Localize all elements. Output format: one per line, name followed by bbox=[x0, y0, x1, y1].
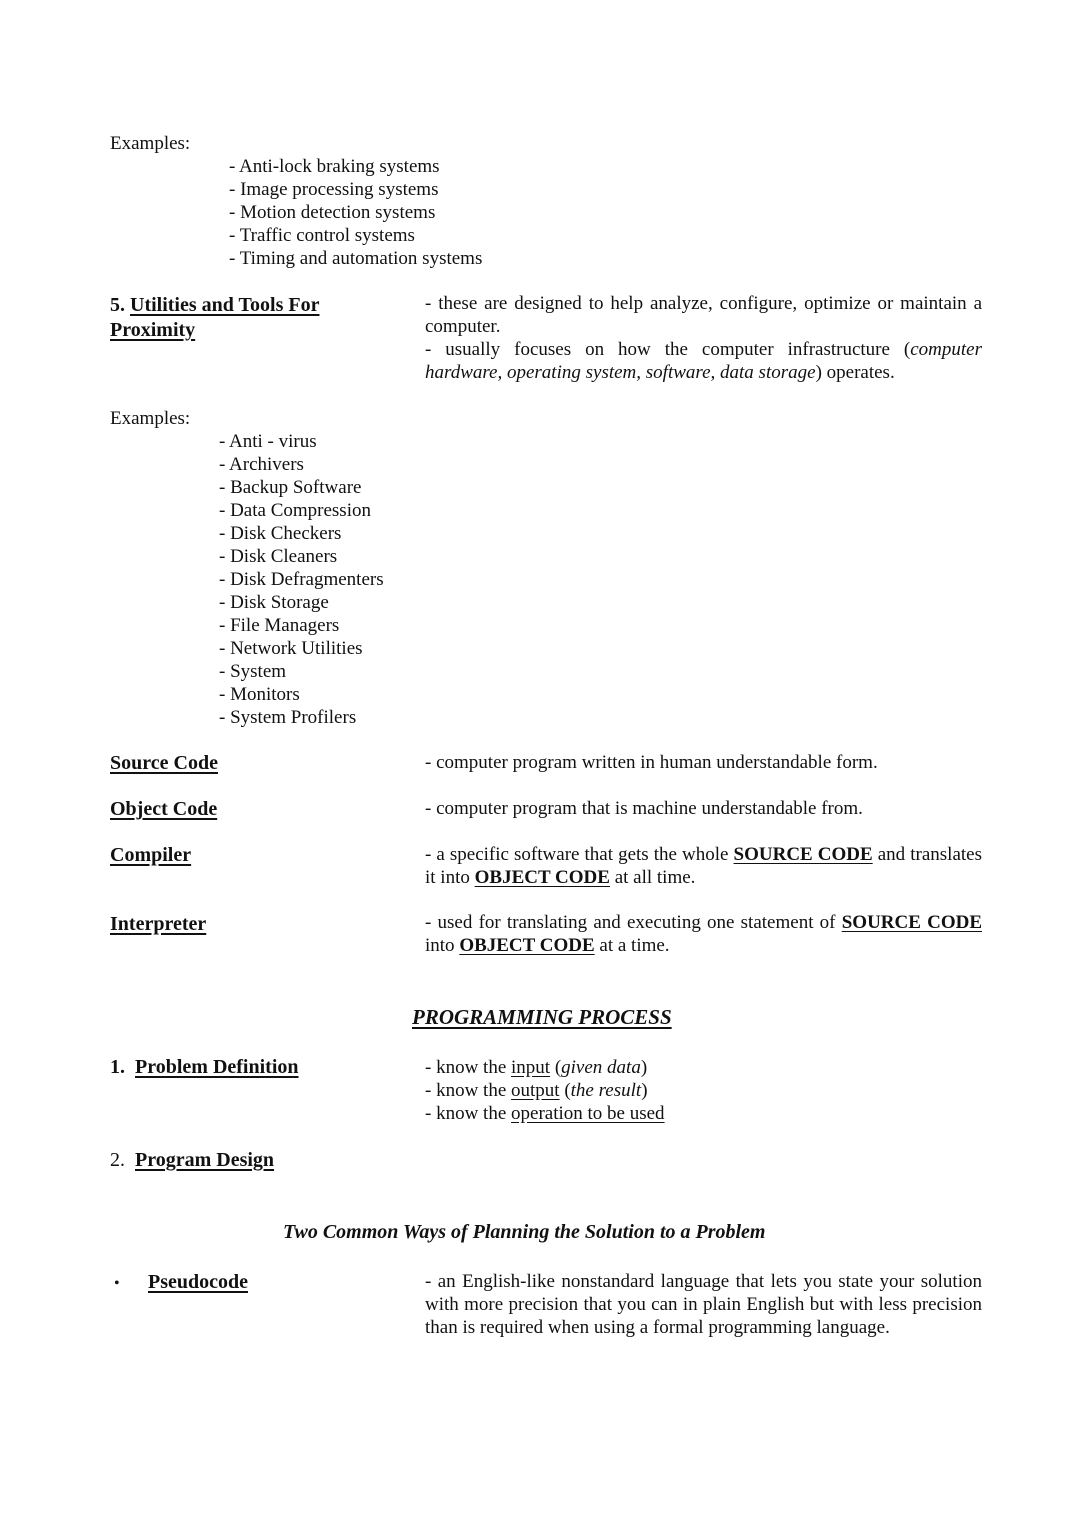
utilities-number: 5. bbox=[110, 294, 125, 316]
list-item: - Network Utilities bbox=[219, 638, 363, 659]
examples-label-1: Examples: bbox=[110, 133, 191, 154]
program-design-heading: 2. Program Design bbox=[110, 1149, 275, 1171]
list-item: - System bbox=[219, 661, 287, 682]
list-item: - Disk Defragmenters bbox=[219, 569, 384, 590]
list-item: - Monitors bbox=[219, 684, 300, 705]
list-item: - Archivers bbox=[219, 454, 304, 475]
list-item: - Anti - virus bbox=[219, 431, 317, 452]
list-item: - know the input (given data) bbox=[425, 1057, 648, 1078]
utilities-description bbox=[425, 292, 982, 384]
list-item: - Backup Software bbox=[219, 477, 362, 498]
list-item: - System Profilers bbox=[219, 707, 357, 728]
bullet-icon: • bbox=[114, 1275, 120, 1292]
examples-label-2: Examples: bbox=[110, 408, 191, 429]
list-item: - File Managers bbox=[219, 615, 340, 636]
problem-definition-heading: 1. Problem Definition bbox=[110, 1056, 299, 1078]
list-item: - Traffic control systems bbox=[229, 225, 415, 246]
utilities-desc-1: - these are designed to help analyze, configure, optimize or maintain a computer. bbox=[425, 293, 982, 337]
term-interpreter: Interpreter bbox=[110, 913, 207, 935]
utilities-heading bbox=[110, 293, 410, 343]
list-item: - Image processing systems bbox=[229, 179, 439, 200]
list-item: - Data Compression bbox=[219, 500, 371, 521]
examples-list-2 bbox=[219, 430, 384, 729]
utilities-desc-2: - usually focuses on how the computer infrastructure (computer hardware, operating system, software, data storage) operates. bbox=[425, 339, 982, 383]
term-pseudocode: Pseudocode bbox=[148, 1271, 248, 1293]
programming-process-title: PROGRAMMING PROCESS bbox=[412, 1005, 672, 1029]
list-item: - know the operation to be used bbox=[425, 1103, 665, 1124]
term-compiler: Compiler bbox=[110, 844, 192, 866]
list-item: - Timing and automation systems bbox=[229, 248, 483, 269]
problem-definition-list bbox=[425, 1056, 982, 1125]
term-source-code: Source Code bbox=[110, 752, 218, 774]
utilities-title-line2: Proximity bbox=[110, 319, 196, 341]
def-interpreter: - used for translating and executing one statement of SOURCE CODE into OBJECT CODE at a time. bbox=[425, 912, 982, 956]
list-item: - know the output (the result) bbox=[425, 1080, 648, 1101]
list-item: - Anti-lock braking systems bbox=[229, 156, 440, 177]
list-item: - Disk Storage bbox=[219, 592, 329, 613]
def-source-code: - computer program written in human understandable form. bbox=[425, 752, 878, 773]
planning-title: Two Common Ways of Planning the Solution to a Problem bbox=[283, 1221, 766, 1243]
def-pseudocode: - an English-like nonstandard language that lets you state your solution with more precision that you can in plain English but with less precision than is required when using a formal programming language. bbox=[425, 1271, 982, 1338]
examples-list-1 bbox=[229, 155, 482, 270]
def-compiler: - a specific software that gets the whole SOURCE CODE and translates it into OBJECT CODE at all time. bbox=[425, 844, 983, 888]
term-object-code: Object Code bbox=[110, 798, 218, 820]
list-item: - Motion detection systems bbox=[229, 202, 436, 223]
list-item: - Disk Checkers bbox=[219, 523, 342, 544]
def-object-code: - computer program that is machine understandable from. bbox=[425, 798, 863, 819]
list-item: - Disk Cleaners bbox=[219, 546, 338, 567]
utilities-title-line1: Utilities and Tools For bbox=[130, 294, 320, 316]
